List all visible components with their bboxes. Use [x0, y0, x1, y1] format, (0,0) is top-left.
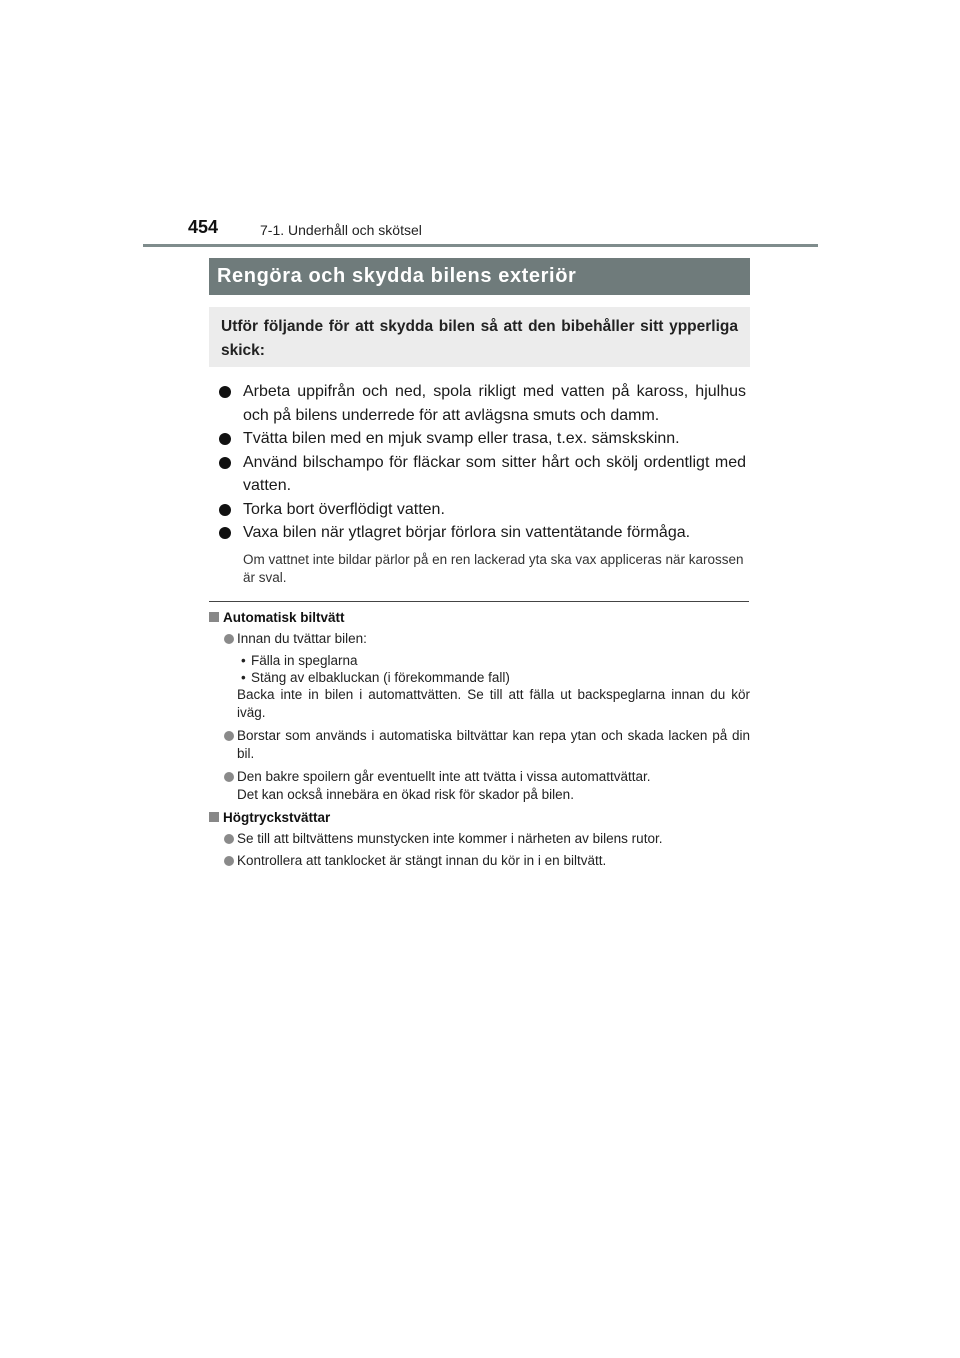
bullet-icon: [224, 634, 234, 644]
list-item: [209, 630, 750, 648]
bullet-icon: [219, 386, 231, 398]
section-title-bar: [209, 258, 750, 295]
bullet-icon: [224, 834, 234, 844]
intro-text: Utför följande för att skydda bilen så att den bibehåller sitt ypperliga skick:: [221, 318, 738, 359]
list-item-continuation: Det kan också innebära en ökad risk för skador på bilen.: [237, 787, 574, 802]
list-item-text: Den bakre spoilern går eventuellt inte att tvätta i vissa automattvättar.: [237, 769, 651, 784]
list-item-continuation: Backa inte in bilen i automattvätten. Se till att fälla ut backspeglarna innan du kör iväg.: [237, 687, 750, 720]
bullet-icon: [219, 504, 231, 516]
list-item: [209, 852, 750, 870]
square-bullet-icon: [209, 612, 219, 622]
list-item: [218, 380, 746, 427]
small-bullet-icon: •: [241, 653, 246, 668]
bullet-icon: [224, 772, 234, 782]
sub-bullet: [209, 652, 750, 669]
list-item-text: Se till att biltvättens munstycken inte kommer i närheten av bilens rutor.: [237, 831, 663, 846]
list-item-text: Arbeta uppifrån och ned, spola rikligt med vatten på kaross, hjulhus och på bilens underrede för att avlägsna smuts och damm.: [243, 383, 746, 424]
bullet-icon: [219, 527, 231, 539]
subsection-heading-text: Automatisk biltvätt: [223, 610, 345, 625]
page-number: 454: [188, 217, 219, 237]
bullet-icon: [219, 433, 231, 445]
chapter-title: 7-1. Underhåll och skötsel: [260, 222, 422, 238]
header-divider: [143, 244, 818, 247]
subsection-high-pressure: [209, 809, 750, 870]
bullet-icon: [219, 457, 231, 469]
square-bullet-icon: [209, 812, 219, 822]
list-item-text: Innan du tvättar bilen:: [237, 631, 367, 646]
subsection-heading: [209, 809, 750, 827]
list-item: [218, 451, 746, 498]
sub-bullet: [209, 669, 750, 686]
list-item-text: Vaxa bilen när ytlagret börjar förlora sin vattentätande förmåga.: [243, 524, 691, 541]
intro-box: [209, 307, 750, 367]
list-item: [209, 768, 750, 786]
list-item-text: Tvätta bilen med en mjuk svamp eller trasa, t.ex. sämskskinn.: [243, 430, 680, 447]
subsection-automatic-wash: [209, 609, 750, 804]
main-note: Om vattnet inte bildar pärlor på en ren lackerad yta ska vax appliceras när karossen är sval.: [243, 552, 744, 585]
sub-bullet-text: Stäng av elbakluckan (i förekommande fall): [251, 670, 510, 685]
section-title: Rengöra och skydda bilens exteriör: [217, 265, 577, 287]
list-item: [218, 521, 746, 545]
sub-bullet-text: Fälla in speglarna: [251, 653, 358, 668]
list-item: [218, 427, 746, 451]
list-item-text: Använd bilschampo för fläckar som sitter hårt och skölj ordentligt med vatten.: [243, 453, 746, 494]
subsection-heading-text: Högtryckstvättar: [223, 810, 331, 825]
bullet-icon: [224, 856, 234, 866]
small-bullet-icon: •: [241, 670, 246, 685]
list-item: [209, 727, 750, 763]
main-list: [218, 380, 746, 545]
subsection-heading: [209, 609, 750, 627]
bullet-icon: [224, 731, 234, 741]
list-item-text: Torka bort överflödigt vatten.: [243, 500, 445, 518]
list-item: [209, 830, 750, 848]
section-divider: [209, 601, 749, 602]
list-item-text: Kontrollera att tanklocket är stängt innan du kör in i en biltvätt.: [237, 853, 607, 868]
list-item: [218, 498, 746, 522]
list-item-text: Borstar som används i automatiska biltvättar kan repa ytan och skada lacken på din bil.: [237, 728, 750, 761]
